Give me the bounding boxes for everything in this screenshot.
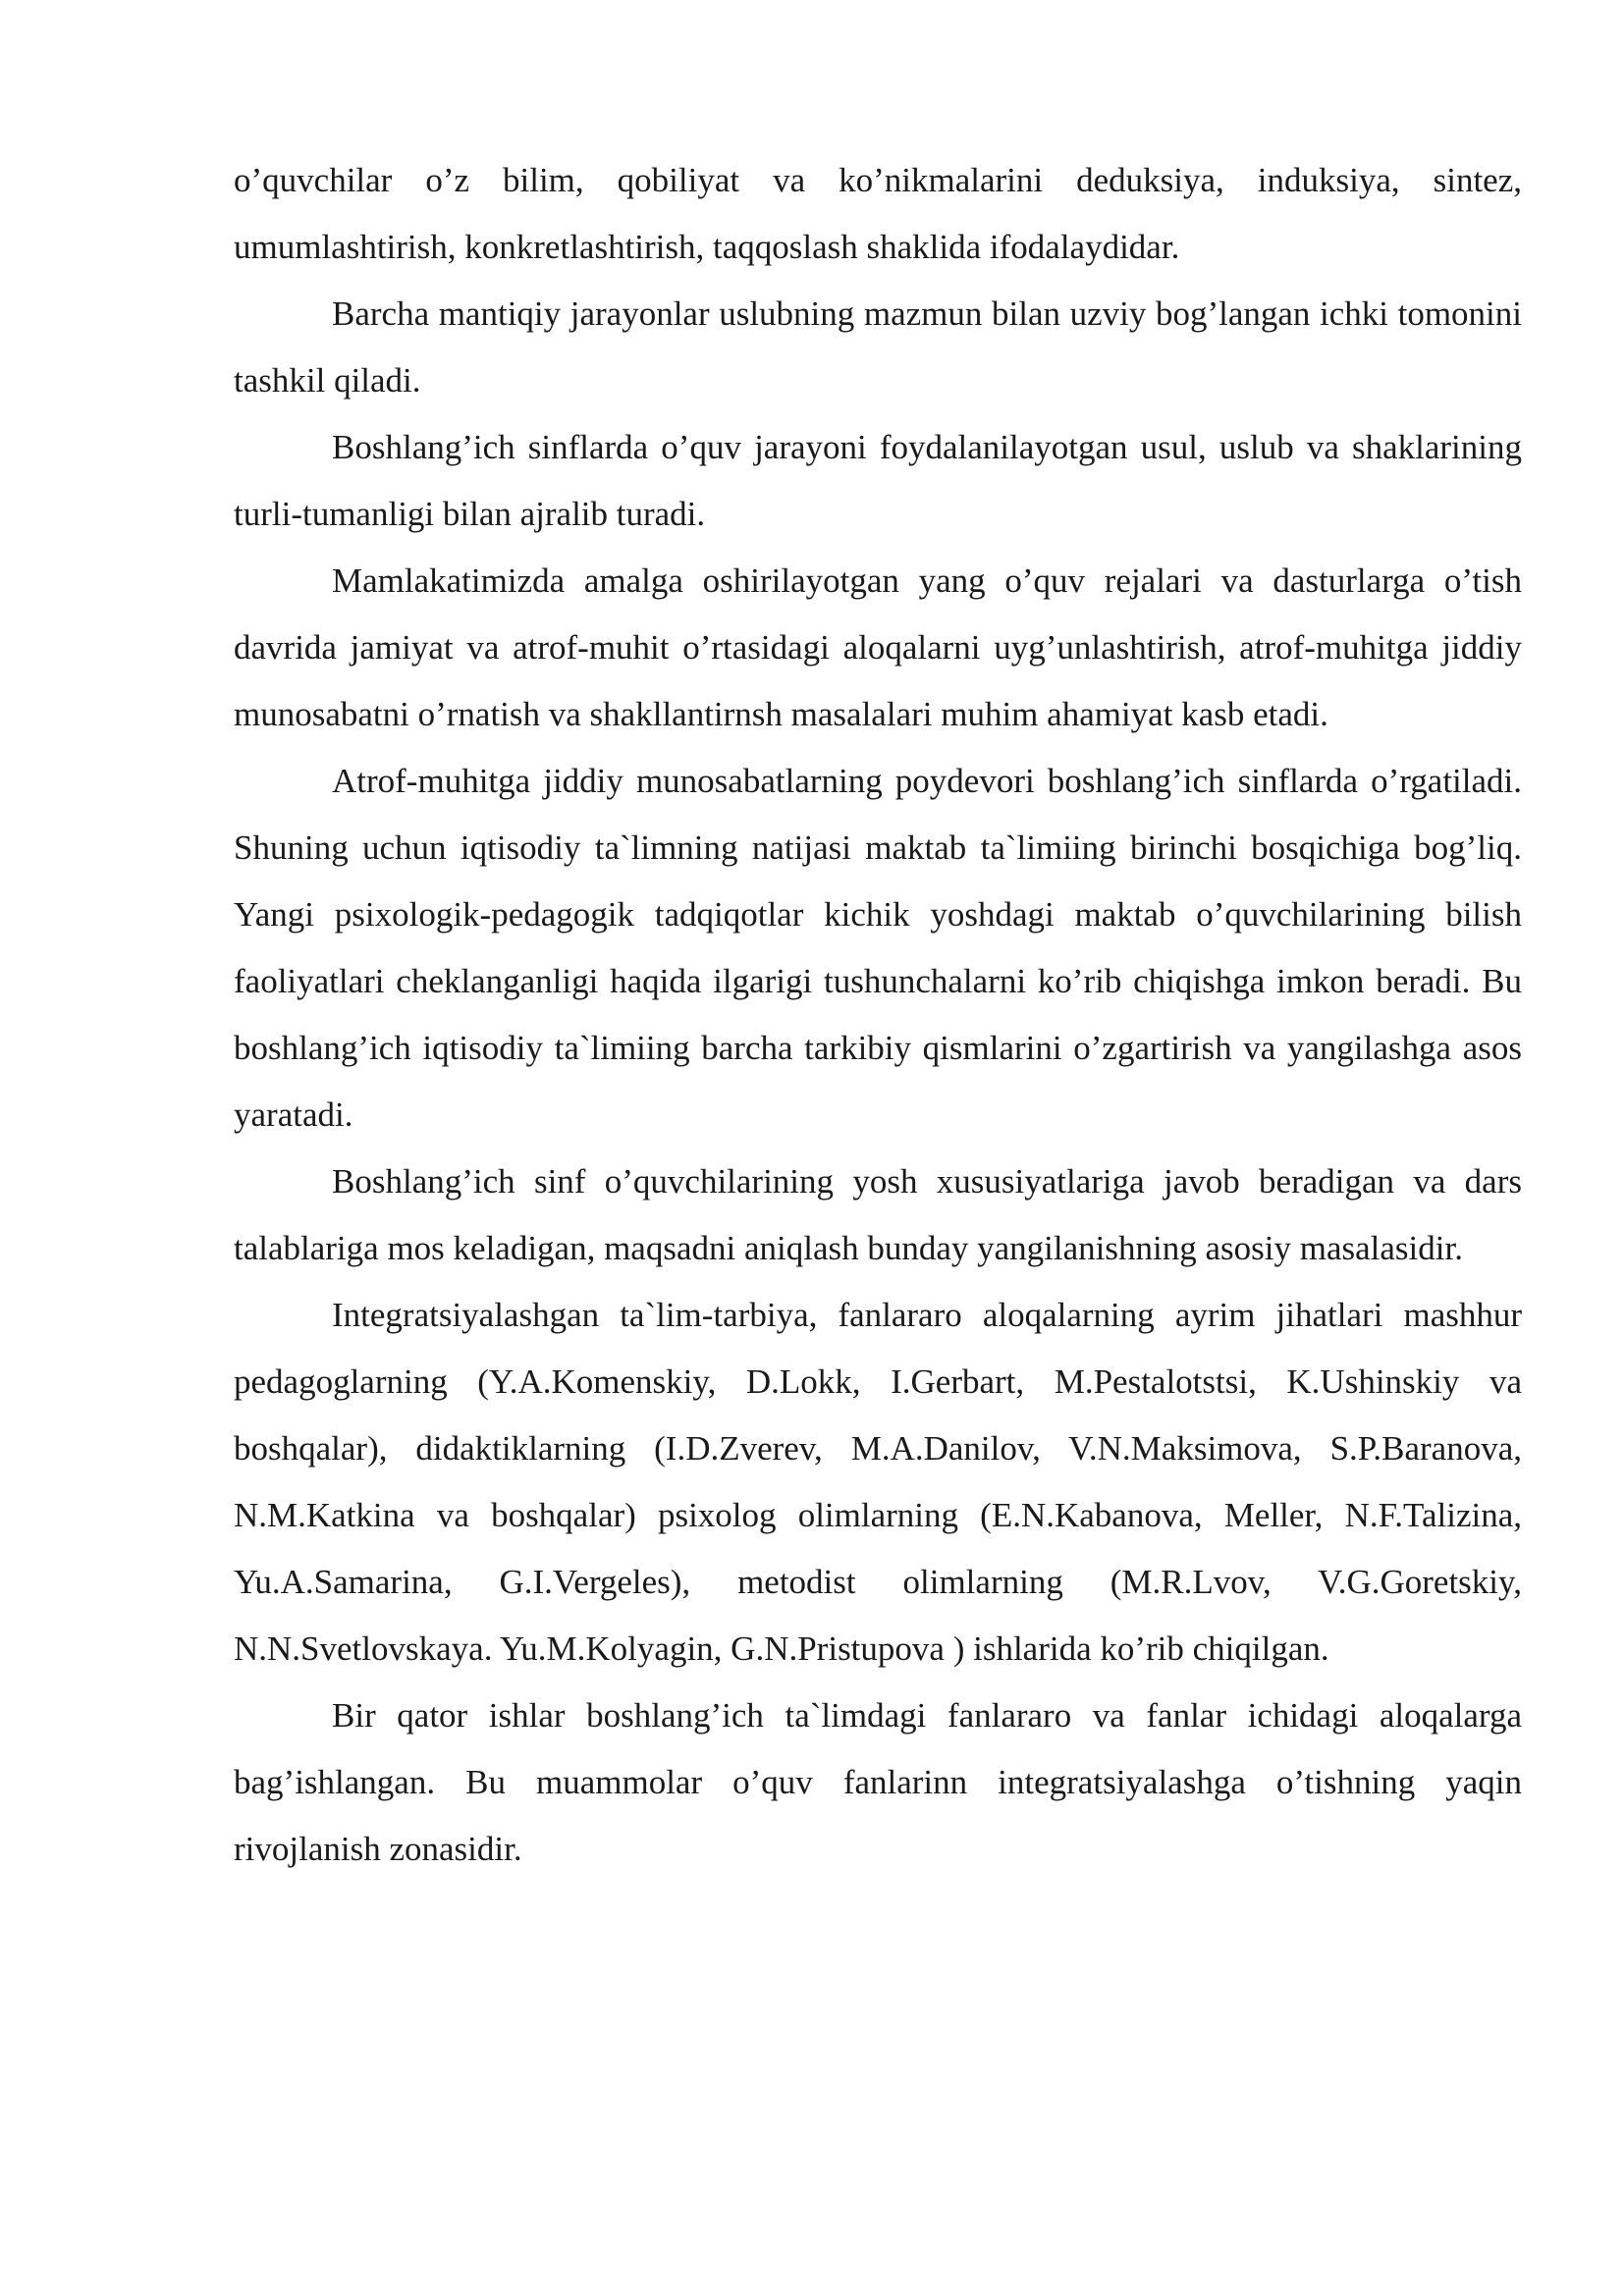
paragraph-5: Atrof-muhitga jiddiy munosabatlarning poydevori boshlang’ich sinflarda o’rgatiladi. Shuning uchun iqtisodiy ta`limning natijasi maktab ta`limiing birinchi bosqichiga bog’liq. Yangi psixologik-pedagogik tadqiqotlar kichik yoshdagi maktab o’quvchilarining bilish faoliyatlari cheklanganligi haqida ilgarigi tushunchalarni ko’rib chiqishga imkon beradi. Bu boshlang’ich iqtisodiy ta`limiing barcha tarkibiy qismlarini o’zgartirish va yangilashga asos yaratadi.: [234, 762, 1522, 1134]
paragraph-6: Boshlang’ich sinf o’quvchilarining yosh xususiyatlariga javob beradigan va dars talablariga mos keladigan, maqsadni aniqlash bunday yangilanishning asosiy masalasidir.: [234, 1162, 1522, 1267]
paragraph-4: Mamlakatimizda amalga oshirilayotgan yang o’quv rejalari va dasturlarga o’tish davrida jamiyat va atrof-muhit o’rtasidagi aloqalarni uyg’unlashtirish, atrof-muhitga jiddiy munosabatni o’rnatish va shakllantirnsh masalalari muhim ahamiyat kasb etadi.: [234, 561, 1522, 733]
paragraph-8: Bir qator ishlar boshlang’ich ta`limdagi fanlararo va fanlar ichidagi aloqalarga bag’ishlangan. Bu muammolar o’quv fanlarinn integratsiyalashga o’tishning yaqin rivojlanish zonasidir.: [234, 1696, 1522, 1868]
document-page: [234, 147, 1522, 1883]
paragraph-1: o’quvchilar o’z bilim, qobiliyat va ko’nikmalarini deduksiya, induksiya, sintez, umumlashtirish, konkretlashtirish, taqqoslash shaklida ifodalaydidar.: [234, 161, 1522, 266]
paragraph-3: Boshlang’ich sinflarda o’quv jarayoni foydalanilayotgan usul, uslub va shaklarining turli-tumanligi bilan ajralib turadi.: [234, 428, 1522, 533]
paragraph-7: Integratsiyalashgan ta`lim-tarbiya, fanlararo aloqalarning ayrim jihatlari mashhur pedagoglarning (Y.A.Komenskiy, D.Lokk, I.Gerbart, M.Pestalotstsi, K.Ushinskiy va boshqalar), didaktiklarning (I.D.Zverev, M.A.Danilov, V.N.Maksimova, S.P.Baranova, N.M.Katkina va boshqalar) psixolog olimlarning (E.N.Kabanova, Meller, N.F.Talizina, Yu.A.Samarina, G.I.Vergeles), metodist olimlarning (M.R.Lvov, V.G.Goretskiy, N.N.Svetlovskaya. Yu.M.Kolyagin, G.N.Pristupova ) ishlarida ko’rib chiqilgan.: [234, 1296, 1522, 1668]
paragraph-2: Barcha mantiqiy jarayonlar uslubning mazmun bilan uzviy bog’langan ichki tomonini tashkil qiladi.: [234, 294, 1522, 400]
